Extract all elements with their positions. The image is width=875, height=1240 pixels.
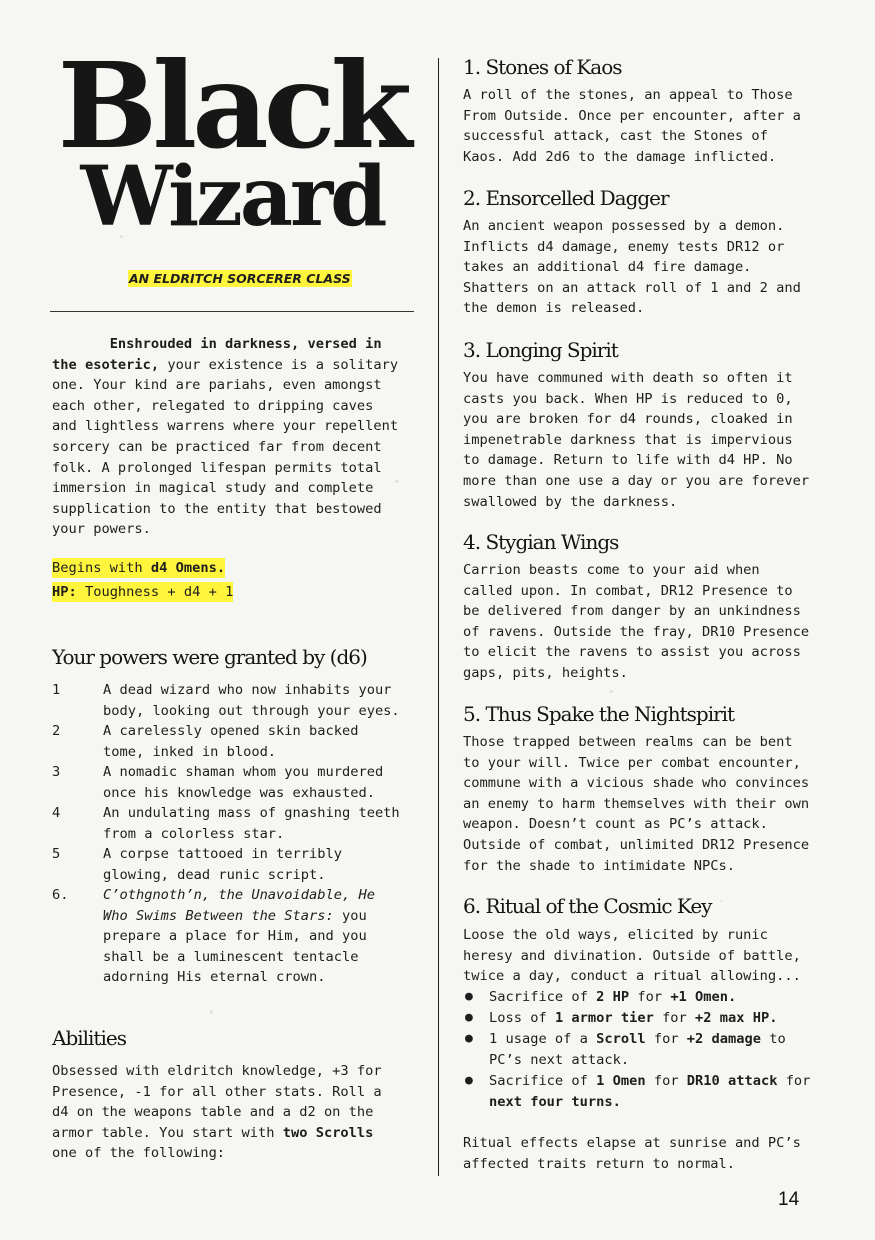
- power-entry: A dead wizard who now inhabits your body, looking out through your eyes.: [103, 682, 400, 719]
- paper-speck: [210, 1010, 213, 1014]
- ritual-bullet: Sacrifice of 1 Omen for DR10 attack for next four turns.: [489, 1073, 811, 1110]
- class-title: [50, 36, 415, 245]
- scroll-heading: 3. Longing Spirit: [463, 338, 618, 362]
- column-divider: [438, 58, 439, 1176]
- paper-speck: [610, 690, 613, 693]
- scroll-description: Carrion beasts come to your aid when called upon. In combat, DR12 Presence to be delivered from danger by an unkindness of ravens. Outside the fray, DR10 Presence to elicit the ravens to assist you across gaps, pits, heights.: [463, 562, 810, 681]
- scroll-description: A roll of the stones, an appeal to Those From Outside. Once per encounter, after a successful attack, cast the Stones of Kaos. Add 2d6 to the damage inflicted.: [463, 87, 801, 165]
- intro-line: folk. A prolonged lifespan permits total: [52, 459, 382, 476]
- omens-stat: Begins with d4 Omens.: [52, 560, 226, 576]
- roll-number: 1: [52, 682, 61, 698]
- ritual-bullet: Loss of 1 armor tier for +2 max HP.: [489, 1010, 778, 1026]
- power-entry: A nomadic shaman whom you murdered once his knowledge was exhausted.: [103, 764, 384, 801]
- ritual-footer: Ritual effects elapse at sunrise and PC’s affected traits return to normal.: [463, 1135, 801, 1172]
- paper-speck: [720, 900, 722, 902]
- intro-bold-lead: Enshrouded in darkness, versed in: [109, 336, 382, 352]
- roll-number: 3: [52, 764, 61, 780]
- intro-line: your powers.: [52, 521, 151, 538]
- page-number: 14: [778, 1189, 800, 1210]
- intro-line: your existence is a solitary: [159, 356, 399, 373]
- abilities-paragraph: Obsessed with eldritch knowledge, +3 for Presence, -1 for all other stats. Roll a d4 on the weapons table and a d2 on the armor table. You start with two Scrolls one of the following:: [52, 1063, 382, 1162]
- bullet-icon: ●: [465, 1010, 473, 1025]
- intro-paragraph: [52, 334, 398, 540]
- bullet-icon: ●: [465, 1073, 473, 1088]
- scroll-description: Loose the old ways, elicited by runic heresy and divination. Outside of battle, twice a day, conduct a ritual allowing...: [463, 927, 801, 985]
- intro-line: supplication to the entity that bestowed: [52, 500, 382, 517]
- intro-line: sorcery can be practiced far from decent: [52, 438, 382, 455]
- abilities-heading: Abilities: [52, 1026, 126, 1050]
- power-entry: C’othgnoth’n, the Unavoidable, He Who Swims Between the Stars: you prepare a place for Him, and you shall be a luminescent tentacle adorning His eternal crown.: [103, 887, 375, 986]
- scroll-heading: 4. Stygian Wings: [463, 530, 619, 554]
- scroll-heading: 2. Ensorcelled Dagger: [463, 186, 669, 210]
- scroll-description: You have communed with death so often it casts you back. When HP is reduced to 0, you are broken for d4 rounds, cloaked in impenetrable darkness that is impervious to damage. Return to life with d4 HP. No more than one use a day or you are forever swallowed by the darkness.: [463, 370, 810, 510]
- title-divider: [50, 311, 414, 312]
- intro-bold-lead-2: the esoteric,: [52, 356, 160, 373]
- ritual-bullet: Sacrifice of 2 HP for +1 Omen.: [489, 989, 737, 1005]
- bullet-icon: ●: [465, 989, 473, 1004]
- hp-stat: HP: Toughness + d4 + 1: [52, 584, 234, 600]
- intro-line: immersion in magical study and complete: [52, 480, 374, 497]
- roll-number: 5: [52, 846, 61, 862]
- title-line-wizard: Wizard: [80, 149, 385, 245]
- scroll-heading: 5. Thus Spake the Nightspirit: [463, 702, 735, 726]
- powers-heading: Your powers were granted by (d6): [52, 645, 367, 669]
- roll-number: 2: [52, 723, 61, 739]
- roll-number: 4: [52, 805, 61, 821]
- intro-line: one. Your kind are pariahs, even amongst: [52, 377, 382, 394]
- ritual-bullet: 1 usage of a Scroll for +2 damage to PC’s next attack.: [489, 1031, 786, 1068]
- power-entry: A corpse tattooed in terribly glowing, dead runic script.: [103, 846, 342, 883]
- power-entry: A carelessly opened skin backed tome, inked in blood.: [103, 723, 359, 760]
- scroll-description: An ancient weapon possessed by a demon. Inflicts d4 damage, enemy tests DR12 or takes an additional d4 fire damage. Shatters on an attack roll of 1 and 2 and the demon is released.: [463, 218, 801, 317]
- intro-line: each other, relegated to dripping caves: [52, 397, 374, 414]
- class-subtitle: AN ELDRITCH SORCERER CLASS: [129, 271, 351, 286]
- power-entry: An undulating mass of gnashing teeth from a colorless star.: [103, 805, 400, 842]
- scroll-heading: 1. Stones of Kaos: [463, 55, 622, 79]
- scroll-description: Those trapped between realms can be bent to your will. Twice per combat encounter, commune with a vicious shade who convinces an enemy to harm themselves with their own weapon. Doesn’t count as PC’s attack. Outside of combat, unlimited DR12 Presence for the shade to intimidate NPCs.: [463, 734, 810, 874]
- bullet-icon: ●: [465, 1031, 473, 1046]
- roll-number: 6.: [52, 887, 69, 903]
- intro-line: and lightless warrens where your repellent: [52, 418, 399, 435]
- title-line-black: Black: [57, 36, 408, 175]
- scroll-heading: 6. Ritual of the Cosmic Key: [463, 894, 712, 918]
